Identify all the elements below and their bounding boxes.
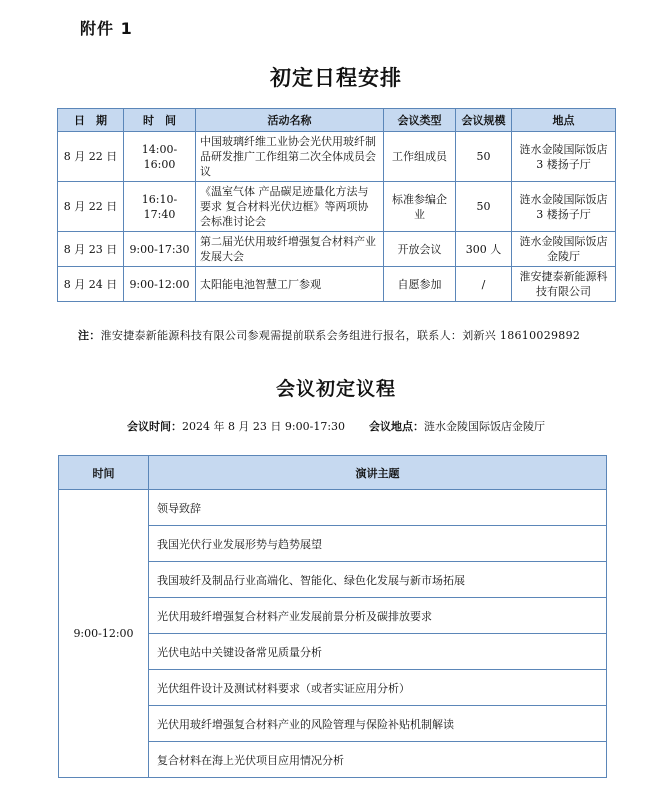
agenda-topic: 我国玻纤及制品行业高端化、智能化、绿色化发展与新市场拓展 [149, 562, 607, 598]
agenda-topic: 复合材料在海上光伏项目应用情况分析 [149, 742, 607, 778]
agenda-topic: 光伏组件设计及测试材料要求（或者实证应用分析） [149, 670, 607, 706]
meeting-time-label: 会议时间： [126, 420, 182, 433]
cell-time: 9:00-17:30 [124, 232, 196, 267]
agenda-topic: 光伏用玻纤增强复合材料产业发展前景分析及碳排放要求 [149, 598, 607, 634]
attachment-label: 附件 1 [80, 19, 133, 38]
table-header-row [58, 109, 616, 132]
table-row [59, 490, 607, 526]
cell-date: 8 月 22 日 [58, 182, 124, 232]
table-row [58, 232, 616, 267]
cell-scale: 50 [456, 182, 512, 232]
header-topic: 演讲主题 [149, 456, 607, 490]
agenda-topic: 光伏电站中关键设备常见质量分析 [149, 634, 607, 670]
cell-type: 工作组成员 [384, 132, 456, 182]
header-time: 时间 [59, 456, 149, 490]
agenda-topic: 光伏用玻纤增强复合材料产业的风险管理与保险补贴机制解读 [149, 706, 607, 742]
header-activity: 活动名称 [196, 109, 384, 132]
meeting-time-value: 2024 年 8 月 23 日 9:00-17:30 [181, 420, 346, 433]
cell-time: 9:00-12:00 [124, 267, 196, 302]
cell-activity: 第二届光伏用玻纤增强复合材料产业发展大会 [196, 232, 384, 267]
header-scale: 会议规模 [456, 109, 512, 132]
header-time: 时 间 [124, 109, 196, 132]
header-date: 日 期 [58, 109, 124, 132]
meeting-place-label: 会议地点： [369, 420, 425, 433]
schedule-note [78, 327, 580, 343]
meeting-info [0, 418, 672, 434]
cell-date: 8 月 23 日 [58, 232, 124, 267]
cell-scale: / [456, 267, 512, 302]
cell-location: 淮安捷泰新能源科技有限公司 [512, 267, 616, 302]
cell-type: 开放会议 [384, 232, 456, 267]
agenda-table [58, 455, 607, 778]
header-type: 会议类型 [384, 109, 456, 132]
table-header-row [59, 456, 607, 490]
cell-location: 涟水金陵国际饭店 3 楼扬子厅 [512, 132, 616, 182]
table-row [58, 132, 616, 182]
header-location: 地点 [512, 109, 616, 132]
cell-scale: 300 人 [456, 232, 512, 267]
cell-type: 自愿参加 [384, 267, 456, 302]
cell-time: 14:00-16:00 [124, 132, 196, 182]
session-time: 9:00-12:00 [59, 490, 149, 778]
meeting-place-value: 涟水金陵国际饭店金陵厅 [424, 420, 546, 433]
cell-location: 涟水金陵国际饭店 3 楼扬子厅 [512, 182, 616, 232]
note-label: 注： [78, 329, 101, 342]
cell-scale: 50 [456, 132, 512, 182]
note-text: 淮安捷泰新能源科技有限公司参观需提前联系会务组进行报名，联系人：刘新兴 18610029892 [100, 329, 581, 342]
cell-date: 8 月 22 日 [58, 132, 124, 182]
cell-type: 标准参编企业 [384, 182, 456, 232]
table-row [58, 182, 616, 232]
agenda-topic: 我国光伏行业发展形势与趋势展望 [149, 526, 607, 562]
table-row [58, 267, 616, 302]
cell-activity: 中国玻璃纤维工业协会光伏用玻纤制品研发推广工作组第二次全体成员会议 [196, 132, 384, 182]
cell-activity: 《温室气体 产品碳足迹量化方法与要求 复合材料光伏边框》等两项协会标准讨论会 [196, 182, 384, 232]
agenda-topic: 领导致辞 [149, 490, 607, 526]
cell-date: 8 月 24 日 [58, 267, 124, 302]
schedule-table [57, 108, 616, 302]
cell-location: 涟水金陵国际饭店金陵厅 [512, 232, 616, 267]
cell-time: 16:10-17:40 [124, 182, 196, 232]
schedule-title: 初定日程安排 [270, 66, 402, 90]
cell-activity: 太阳能电池智慧工厂参观 [196, 267, 384, 302]
agenda-title: 会议初定议程 [275, 378, 396, 400]
